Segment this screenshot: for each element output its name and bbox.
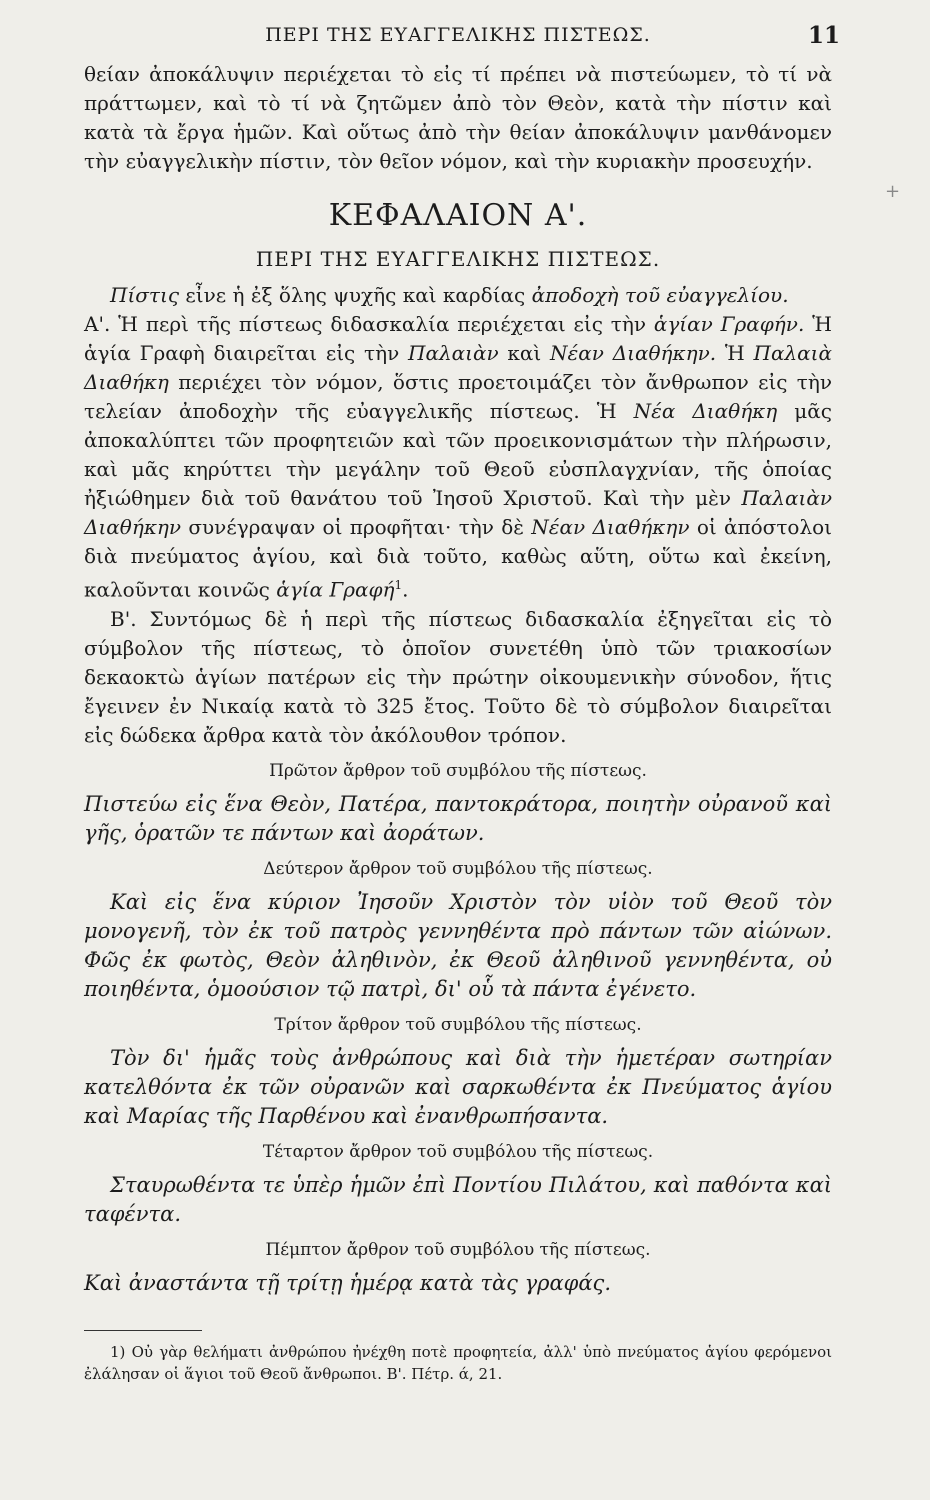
section-a-emphasis: Νέαν Διαθήκην	[531, 515, 690, 539]
article-text: Σταυρωθέντα τε ὑπὲρ ἡμῶν ἐπὶ Ποντίου Πιλάτου, καὶ παθόντα καὶ ταφέντα.	[84, 1172, 832, 1226]
section-a-emphasis: Νέα Διαθήκη	[633, 399, 778, 423]
article-text: Καὶ εἰς ἕνα κύριον Ἰησοῦν Χριστὸν τὸν υἱὸν τοῦ Θεοῦ τὸν μονογενῆ, τὸν ἐκ τοῦ πατρὸς γεννηθέντα πρὸ πάντων τῶν αἰώνων. Φῶς ἐκ φωτὸς, Θεὸν ἀληθινὸν, ἐκ Θεοῦ ἀληθινοῦ γεννηθέντα, οὐ ποιηθέντα, ὁμοούσιον τῷ πατρὶ, δι' οὗ τὰ πάντα ἐγένετο.	[84, 889, 832, 1001]
margin-pencil-mark: +	[885, 181, 901, 202]
article-text: Τὸν δι' ἡμᾶς τοὺς ἀνθρώπους καὶ διὰ τὴν ἡμετέραν σωτηρίαν κατελθόντα ἐκ τῶν οὐρανῶν καὶ σαρκωθέντα ἐκ Πνεύματος ἁγίου καὶ Μαρίας τῆς Παρθένου καὶ ἐνανθρωπήσαντα.	[84, 1045, 832, 1128]
article-title: Δεύτερον ἄρθρον τοῦ συμβόλου τῆς πίστεως.	[263, 858, 653, 879]
page-number: 11	[807, 22, 840, 49]
section-a-emphasis: ἁγίαν Γραφήν.	[653, 312, 805, 336]
running-head	[84, 0, 840, 60]
section-a-text: οἱ ἀπόστολοι διὰ πνεύματος ἁγίου, καὶ διὰ τοῦτο, καθὼς αὕτη, οὕτω καὶ ἐκείνη, καλοῦνται κοινῶς	[84, 515, 832, 602]
section-a-paragraph	[84, 310, 832, 605]
section-b-paragraph	[84, 605, 832, 750]
chapter-title: ΚΕΦΑΛΑΙΟΝ Α'.	[328, 198, 588, 233]
chapter-subtitle: ΠΕΡΙ ΤΗΣ ΕΥΑΓΓΕΛΙΚΗΣ ΠΙΣΤΕΩΣ.	[255, 247, 661, 271]
definition-paragraph	[84, 281, 832, 310]
footnote-marker: 1)	[110, 1342, 126, 1361]
article-title: Τρίτον ἄρθρον τοῦ συμβόλου τῆς πίστεως.	[274, 1014, 642, 1035]
section-a-marker: Α'.	[84, 312, 111, 336]
section-a-emphasis: Παλαιὰ Διαθήκη	[84, 341, 833, 394]
section-a-emphasis: Παλαιὰν Διαθήκην	[84, 486, 832, 539]
article-title: Πέμπτον ἄρθρον τοῦ συμβόλου τῆς πίστεως.	[265, 1239, 651, 1260]
article-text: Πιστεύω εἰς ἕνα Θεὸν, Πατέρα, παντοκράτορα, ποιητὴν οὐρανοῦ καὶ γῆς, ὁρατῶν τε πάντων καὶ ἀοράτων.	[84, 791, 832, 845]
section-a-text: Ἡ περὶ τῆς πίστεως διδασκαλία περιέχεται εἰς τὴν	[110, 312, 654, 336]
footnote	[84, 1341, 832, 1385]
section-a-text: .	[402, 577, 409, 602]
article-text: Καὶ ἀναστάντα τῇ τρίτῃ ἡμέρᾳ κατὰ τὰς γραφάς.	[84, 1270, 611, 1295]
definition-italic: ἀποδοχὴ τοῦ εὐαγγελίου.	[531, 283, 789, 307]
article-title: Πρῶτον ἄρθρον τοῦ συμβόλου τῆς πίστεως.	[269, 760, 647, 781]
section-a-text: συνέγραψαν οἱ προφῆται· τὴν δὲ	[181, 515, 532, 539]
running-title: ΠΕΡΙ ΤΗΣ ΕΥΑΓΓΕΛΙΚΗΣ ΠΙΣΤΕΩΣ.	[265, 24, 651, 46]
section-b-marker: Β'.	[110, 606, 137, 631]
footnote-reference[interactable]: 1	[394, 578, 403, 592]
section-a-text: Ἡ	[716, 341, 754, 365]
section-a-text: Ἡ ἁγία Γραφὴ διαιρεῖται εἰς τὴν	[84, 312, 833, 365]
section-a-text: μᾶς ἀποκαλύπτει τῶν προφητειῶν καὶ τῶν προεικονισμάτων τὴν πλήρωσιν, καὶ μᾶς κηρύττει τὴν μεγάλην τοῦ Θεοῦ εὐσπλαγχνίαν, τῆς ὁποίας ἠξιώθημεν διὰ τοῦ θανάτου τοῦ Ἰησοῦ Χριστοῦ. Καὶ τὴν μὲν	[84, 399, 832, 510]
section-a-emphasis: Νέαν Διαθήκην.	[550, 341, 717, 365]
section-a-emphasis: Παλαιὰν	[408, 341, 499, 365]
footnote-separator	[84, 1330, 202, 1331]
section-a-text: καὶ	[498, 341, 551, 365]
section-b-text: Συντόμως δὲ ἡ περὶ τῆς πίστεως διδασκαλία ἐξηγεῖται εἰς τὸ σύμβολον τῆς πίστεως, τὸ ὁποῖον συνετέθη ὑπὸ τῶν τριακοσίων δεκαοκτὼ ἁγίων πατέρων εἰς τὴν πρώτην οἰκουμενικὴν σύνοδον, ἥτις ἔγεινεν ἐν Νικαίᾳ κατὰ τὸ 325 ἔτος. Τοῦτο δὲ τὸ σύμβολον διαιρεῖται εἰς δώδεκα ἄρθρα κατὰ τὸν ἀκόλουθον τρόπον.	[84, 606, 832, 747]
definition-term: Πίστις	[110, 283, 180, 307]
intro-paragraph: θείαν ἀποκάλυψιν περιέχεται τὸ εἰς τί πρέπει νὰ πιστεύωμεν, τὸ τί νὰ πράττωμεν, καὶ τὸ τί νὰ ζητῶμεν ἀπὸ τὸν Θεὸν, κατὰ τὴν πίστιν καὶ κατὰ τὰ ἔργα ἡμῶν. Καὶ οὕτως ἀπὸ τὴν θείαν ἀποκάλυψιν μανθάνομεν τὴν εὐαγγελικὴν πίστιν, τὸν θεῖον νόμον, καὶ τὴν κυριακὴν προσευχήν.	[84, 62, 832, 173]
section-a-text: περιέχει τὸν νόμον, ὅστις προετοιμάζει τὸν ἄνθρωπον εἰς τὴν τελείαν ἀποδοχὴν τῆς εὐαγγελικῆς πίστεως. Ἡ	[84, 370, 832, 423]
article-title: Τέταρτον ἄρθρον τοῦ συμβόλου τῆς πίστεως.	[262, 1141, 654, 1162]
footnote-text: Οὐ γὰρ θελήματι ἀνθρώπου ἠνέχθη ποτὲ προφητεία, ἀλλ' ὑπὸ πνεύματος ἁγίου φερόμενοι ἐλάλησαν οἱ ἅγιοι τοῦ Θεοῦ ἄνθρωποι. Β'. Πέτρ. ά, 21.	[84, 1342, 832, 1383]
section-a-emphasis: ἁγία Γραφή	[276, 577, 395, 602]
definition-text: εἶνε ἡ ἐξ ὅλης ψυχῆς καὶ καρδίας	[179, 283, 532, 307]
